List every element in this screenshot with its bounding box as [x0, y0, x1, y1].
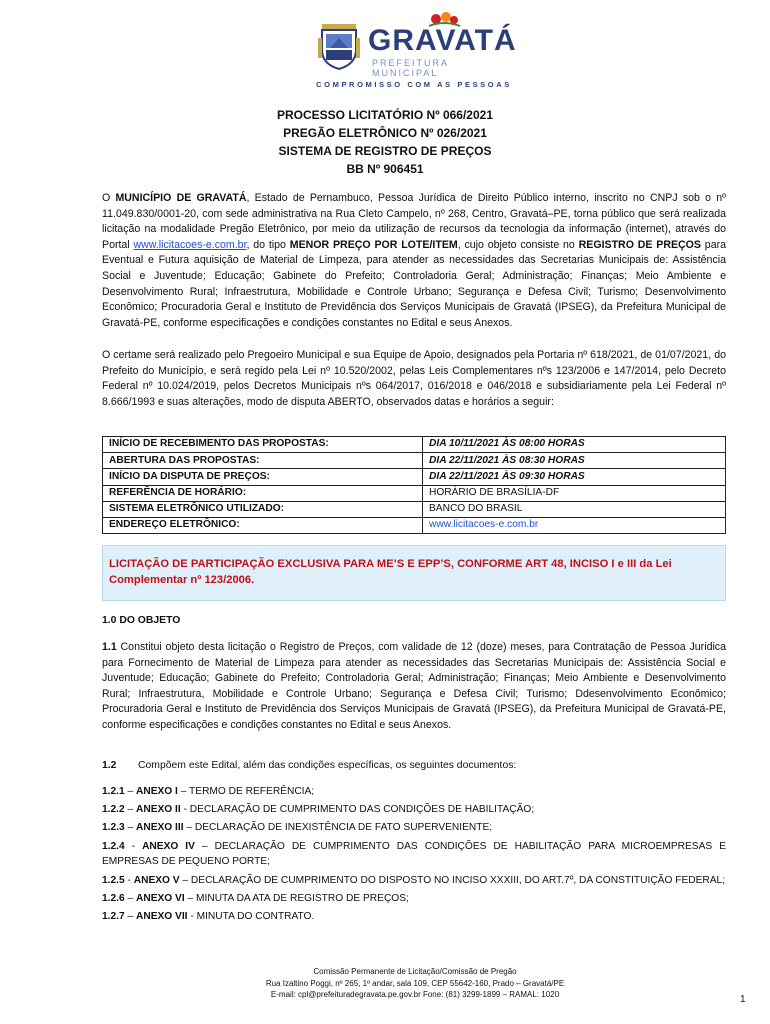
- separator: –: [183, 822, 195, 834]
- separator: –: [124, 892, 136, 904]
- brand-tagline: COMPROMISSO COM AS PESSOAS: [316, 80, 512, 89]
- list-item: [102, 802, 726, 818]
- schedule-value: DIA 22/11/2021 ÀS 09:30 HORAS: [423, 469, 726, 485]
- list-item: [102, 909, 726, 925]
- section-heading-object: 1.0 DO OBJETO: [102, 615, 181, 626]
- separator: –: [124, 786, 136, 797]
- clause-number: 1.1: [102, 641, 117, 653]
- text-run: para Eventual e Futura aquisição de Material de Limpeza, para atender as necessidades das Secretarias Municipais de: Assistência Social e Juventude; Educação; Gabinete do Prefeito; Controladoria Geral; Administração; Finanças; Meio Ambiente e Desenvolvimento Rural; Infraestrutura, Mobilidade e Controle Urbano; Segurança e Defesa Civil; Turismo; Desenvolvimento Econômico; Procuradoria Geral e Instituto de Previdência dos Serviços Municipais de Gravatá (IPSEG), da Prefeitura Municipal de Gravatá-PE, conforme especificações e condições constantes no Edital e seus Anexos.: [102, 238, 727, 329]
- annex-list: [102, 784, 726, 927]
- table-row: [103, 485, 726, 501]
- title-line-4: BB Nº 906451: [346, 162, 424, 176]
- schedule-value: HORÁRIO DE BRASÍLIA-DF: [423, 485, 726, 501]
- annex-number: 1.2.1: [102, 786, 125, 797]
- text-run: O: [102, 192, 116, 204]
- annex-number: 1.2.6: [102, 892, 125, 904]
- annex-name: ANEXO II: [136, 804, 181, 816]
- annex-desc: MINUTA DO CONTRATO.: [196, 910, 315, 922]
- annex-name: ANEXO V: [133, 874, 180, 886]
- list-item: [102, 820, 726, 836]
- object-paragraph: [102, 640, 726, 734]
- annex-number: 1.2.4: [102, 840, 125, 852]
- separator: -: [187, 910, 197, 922]
- annex-name: ANEXO III: [136, 822, 184, 834]
- schedule-label: INÍCIO DA DISPUTA DE PREÇOS:: [103, 469, 423, 485]
- text-run: , cujo objeto consiste no: [457, 238, 579, 251]
- annex-number: 1.2.7: [102, 910, 125, 922]
- header-logo: [316, 10, 517, 89]
- annex-number: 1.2.2: [102, 804, 125, 816]
- schedule-value: DIA 10/11/2021 ÀS 08:00 HORAS: [423, 437, 726, 453]
- annex-desc: DECLARAÇÃO DE CUMPRIMENTO DAS CONDIÇÕES DE HABILITAÇÃO PARA MICROEMPRESAS E EMPRESAS DE PEQUENO PORTE;: [102, 840, 726, 868]
- schedule-label: SISTEMA ELETRÔNICO UTILIZADO:: [103, 501, 423, 517]
- separator: -: [124, 874, 134, 886]
- list-item: [102, 784, 726, 800]
- separator: –: [124, 910, 136, 922]
- list-item: [102, 839, 726, 871]
- footer-line-2: Rua Izaltino Poggi, nº 265, 1º andar, sala 109, CEP 55642-160, Prado – Gravatá/PE: [265, 978, 565, 988]
- annex-desc: TERMO DE REFERÊNCIA;: [189, 786, 315, 797]
- separator: –: [179, 874, 191, 886]
- regulation-paragraph: O certame será realizado pelo Pregoeiro Municipal e sua Equipe de Apoio, designados pela Portaria nº 618/2021, de 01/07/2021, do Prefeito do Município, e será regido pela Lei nº 10.520/2002, pelas Leis Complementares nºs 123/2006 e 147/2014, pelo Decreto Federal nº 10.024/2019, pelos Decretos Municipais nºs 064/2017, 016/2018 e 046/2018 e subsidiariamente pela Lei Federal nº 8.666/1993 e suas alterações, modo de disputa ABERTO, observados datas e horários a seguir:: [102, 349, 726, 408]
- annex-name: ANEXO VII: [136, 910, 188, 922]
- separator: –: [124, 822, 136, 834]
- schedule-value: DIA 22/11/2021 ÀS 08:30 HORAS: [423, 453, 726, 469]
- annex-name: ANEXO IV: [142, 840, 195, 852]
- separator: -: [180, 804, 190, 816]
- schedule-value: BANCO DO BRASIL: [423, 501, 726, 517]
- clause-text: Compõem este Edital, além das condições específicas, os seguintes documentos:: [138, 760, 517, 771]
- text-run: , Estado de Pernambuco, Pessoa Jurídica de Direito Público interno, inscrito no CNPJ sob o nº 11.049.830/0001-20, com sede administrativa na Rua Cleto Campelo, nº 268, Centro, Gravatá–PE, torna público que será realizada licitação na modalidade Pregão Eletrônico, por meio da utilização de recursos da tecnologia da informação (internet), através do Portal: [102, 192, 726, 251]
- table-row: [103, 469, 726, 485]
- schedule-label: ENDEREÇO ELETRÔNICO:: [103, 517, 423, 533]
- title-line-2: PREGÃO ELETRÔNICO Nº 026/2021: [283, 126, 487, 140]
- brand-name: GRAVATÁ: [368, 24, 517, 57]
- clause-text: Constitui objeto desta licitação o Registro de Preços, com validade de 12 (doze) meses, para Contratação de Pessoa Juridica para Fornecimento de Material de Limpeza para atender as necessidades das Secretarias Municipais de: Assistência Social e Juventude; Educação; Gabinete do Prefeito; Controladoria Geral; Administração; Finanças; Meio Ambiente e Desenvolvimento Rural; Infraestrutura, Mobilidade e Controle Urbano; Segurança e Defesa Civil; Turismo; Ddesenvolvimento Econômico; Procuradoria Geral e Instituto de Previdência dos Serviços Municipais de Gravatá (IPSEG), da Prefeitura Municipal de Gravatá-PE, conforme especificações e condições constantes no Edital e seus Anexos.: [102, 641, 726, 731]
- page-number: 1: [740, 994, 746, 1005]
- portal-link[interactable]: www.licitacoes-e.com.br: [133, 238, 247, 251]
- annex-name: ANEXO I: [136, 786, 178, 797]
- table-row: [103, 501, 726, 517]
- intro-paragraph: [102, 191, 726, 331]
- document-title: [100, 106, 670, 178]
- annex-desc: DECLARAÇÃO DE CUMPRIMENTO DO DISPOSTO NO INCISO XXXIII, DO ART.7º, DA CONSTITUIÇÃO FEDERAL;: [190, 874, 726, 886]
- footer-line-3: E-mail: cpl@prefeituradegravata.pe.gov.br Fone: (81) 3299-1899 – RAMAL: 1020: [270, 990, 560, 999]
- separator: –: [177, 786, 190, 797]
- separator: –: [194, 840, 215, 852]
- annex-number: 1.2.5: [102, 874, 125, 886]
- table-row: [103, 517, 726, 533]
- registry-label: REGISTRO DE PREÇOS: [578, 238, 701, 251]
- bid-type: MENOR PREÇO POR LOTE/ITEM: [289, 238, 458, 251]
- annex-desc: MINUTA DA ATA DE REGISTRO DE PREÇOS;: [196, 892, 409, 904]
- separator: –: [184, 892, 197, 904]
- brand-subtitle: PREFEITURA MUNICIPAL: [372, 58, 449, 78]
- clause-number: 1.2: [102, 760, 117, 771]
- separator: –: [124, 804, 136, 816]
- page-footer: [220, 966, 610, 1001]
- coat-of-arms-icon: [316, 20, 362, 70]
- list-item: [102, 873, 726, 889]
- annex-desc: DECLARAÇÃO DE INEXISTÊNCIA DE FATO SUPERVENIENTE;: [194, 822, 493, 834]
- annex-name: ANEXO VI: [136, 892, 185, 904]
- documents-clause: [102, 758, 516, 773]
- annex-desc: DECLARAÇÃO DE CUMPRIMENTO DAS CONDIÇÕES DE HABILITAÇÃO;: [189, 804, 535, 816]
- table-row: [103, 437, 726, 453]
- text-run: , do tipo: [246, 238, 290, 251]
- title-line-1: PROCESSO LICITATÓRIO Nº 066/2021: [277, 108, 493, 122]
- exclusive-participation-notice: LICITAÇÃO DE PARTICIPAÇÃO EXCLUSIVA PARA ME’S E EPP’S, CONFORME ART 48, INCISO I e III da Lei Complementar nº 123/2006.: [102, 545, 726, 601]
- schedule-label: REFERÊNCIA DE HORÁRIO:: [103, 485, 423, 501]
- footer-line-1: Comissão Permanente de Licitação/Comissão de Pregão: [313, 967, 517, 976]
- separator: -: [124, 840, 143, 852]
- annex-number: 1.2.3: [102, 822, 125, 834]
- schedule-link[interactable]: www.licitacoes-e.com.br: [423, 517, 726, 533]
- schedule-label: ABERTURA DAS PROPOSTAS:: [103, 453, 423, 469]
- schedule-table: [102, 436, 726, 534]
- schedule-label: INÍCIO DE RECEBIMENTO DAS PROPOSTAS:: [103, 437, 423, 453]
- list-item: [102, 891, 726, 907]
- table-row: [103, 453, 726, 469]
- municipality-name: MUNICÍPIO DE GRAVATÁ: [115, 192, 247, 204]
- title-line-3: SISTEMA DE REGISTRO DE PREÇOS: [278, 144, 492, 158]
